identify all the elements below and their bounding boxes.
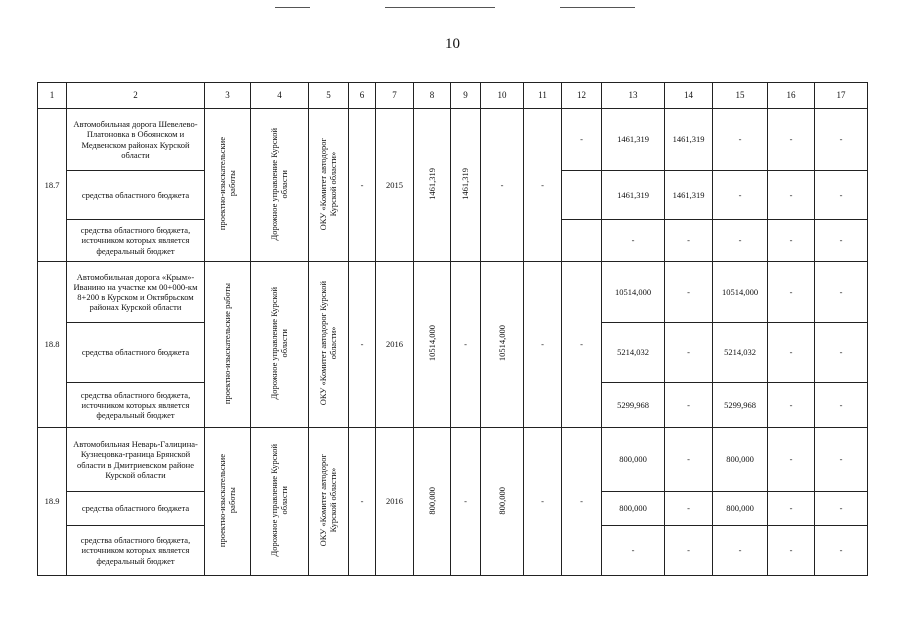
cell-col16: - (768, 428, 815, 492)
cell-col15: 5214,032 (713, 323, 768, 383)
funding-source: средства областного бюджета (67, 492, 205, 526)
cell-col9 (451, 109, 481, 262)
cell-col6: - (349, 428, 376, 576)
scan-line (385, 7, 495, 8)
cell-col12: - (562, 262, 602, 428)
cell-col14: - (665, 220, 713, 262)
cell-col15: 800,000 (713, 492, 768, 526)
executor-cell (251, 262, 309, 428)
cell-col17: - (815, 492, 868, 526)
year-cell: 2016 (376, 262, 414, 428)
object-name: Автомобильная дорога Шевелево-Платоновка в Обоянском и Медвенском районах Курской области (67, 109, 205, 171)
cell-col17: - (815, 383, 868, 428)
column-number: 1 (38, 83, 67, 109)
table-row (38, 109, 868, 171)
cell-col17: - (815, 220, 868, 262)
cell-col15: - (713, 171, 768, 220)
column-number: 12 (562, 83, 602, 109)
cell-col13: 1461,319 (602, 109, 665, 171)
column-number: 7 (376, 83, 414, 109)
column-number: 9 (451, 83, 481, 109)
work-type: проектно-изыскательские работы (222, 282, 233, 404)
cell-col13: 800,000 (602, 492, 665, 526)
column-number: 16 (768, 83, 815, 109)
cell-col14: - (665, 526, 713, 576)
cell-col16: - (768, 323, 815, 383)
year-cell: 2015 (376, 109, 414, 262)
cell-col15: - (713, 526, 768, 576)
amount-col8: 1461,319 (426, 167, 437, 200)
cell-col6: - (349, 262, 376, 428)
cell-col9: - (451, 262, 481, 428)
executor-cell (251, 109, 309, 262)
scan-line (560, 7, 635, 8)
column-number: 5 (309, 83, 349, 109)
cell-col9: - (451, 428, 481, 576)
table-row (38, 262, 868, 323)
cell-col12 (562, 220, 602, 262)
item-number: 18.8 (38, 262, 67, 428)
cell-col14: - (665, 383, 713, 428)
column-number-row (38, 83, 868, 109)
funding-source: средства областного бюджета (67, 171, 205, 220)
cell-col16: - (768, 171, 815, 220)
table-row (38, 428, 868, 492)
customer: ОКУ «Комитет автодорог Курской области» (318, 454, 339, 547)
funding-source: средства областного бюджета (67, 323, 205, 383)
cell-col17: - (815, 171, 868, 220)
cell-col11: - (524, 262, 562, 428)
cell-col14: - (665, 262, 713, 323)
cell-col13: - (602, 526, 665, 576)
column-number: 17 (815, 83, 868, 109)
cell-col13: - (602, 220, 665, 262)
item-number: 18.9 (38, 428, 67, 576)
funding-source: средства областного бюджета, источником которых является федеральный бюджет (67, 220, 205, 262)
cell-col8 (414, 428, 451, 576)
column-number: 13 (602, 83, 665, 109)
cell-col14: - (665, 428, 713, 492)
column-number: 10 (481, 83, 524, 109)
column-number: 3 (205, 83, 251, 109)
cell-col13: 800,000 (602, 428, 665, 492)
cell-col15: - (713, 109, 768, 171)
executor-cell (251, 428, 309, 576)
cell-col11: - (524, 109, 562, 262)
scan-line (275, 7, 310, 8)
cell-col15: - (713, 220, 768, 262)
column-number: 15 (713, 83, 768, 109)
customer: ОКУ «Комитет автодорог Курской области» (318, 281, 339, 406)
executor: Дорожное управление Курской области (269, 127, 290, 241)
cell-col10 (481, 262, 524, 428)
cell-col15: 10514,000 (713, 262, 768, 323)
cell-col16: - (768, 262, 815, 323)
amount-col10: 800,000 (496, 486, 507, 515)
cell-col11: - (524, 428, 562, 576)
amount-col9: 1461,319 (460, 167, 471, 200)
year-cell: 2016 (376, 428, 414, 576)
cell-col15: 5299,968 (713, 383, 768, 428)
cell-col10: - (481, 109, 524, 262)
cell-col17: - (815, 526, 868, 576)
cell-col12: - (562, 109, 602, 171)
cell-col17: - (815, 323, 868, 383)
funding-source: средства областного бюджета, источником которых является федеральный бюджет (67, 383, 205, 428)
cell-col8 (414, 109, 451, 262)
program-table (37, 82, 868, 576)
amount-col10: 10514,000 (496, 325, 507, 362)
column-number: 8 (414, 83, 451, 109)
amount-col8: 800,000 (426, 486, 437, 515)
column-number: 6 (349, 83, 376, 109)
cell-col16: - (768, 526, 815, 576)
funding-source: средства областного бюджета, источником которых является федеральный бюджет (67, 526, 205, 576)
column-number: 2 (67, 83, 205, 109)
object-name: Автомобильная дорога «Крым»-Иванино на участке км 00+000-км 8+200 в Курском и Октябрьском районах Курской области (67, 262, 205, 323)
work-type: проектно-изыскательские работы (217, 137, 238, 231)
amount-col8: 10514,000 (426, 325, 437, 362)
executor: Дорожное управление Курской области (269, 444, 290, 557)
cell-col16: - (768, 383, 815, 428)
cell-col12 (562, 171, 602, 220)
cell-col17: - (815, 109, 868, 171)
cell-col13: 10514,000 (602, 262, 665, 323)
column-number: 4 (251, 83, 309, 109)
cell-col12: - (562, 428, 602, 576)
cell-col14: 1461,319 (665, 109, 713, 171)
executor: Дорожное управление Курской области (269, 287, 290, 400)
cell-col13: 5214,032 (602, 323, 665, 383)
cell-col13: 5299,968 (602, 383, 665, 428)
cell-col16: - (768, 109, 815, 171)
object-name: Автомобильная Неварь-Галицина-Кузнецовка-граница Брянской области в Дмитриевском районе Курской области (67, 428, 205, 492)
cell-col8 (414, 262, 451, 428)
work-type-cell (205, 262, 251, 428)
cell-col14: - (665, 492, 713, 526)
cell-col13: 1461,319 (602, 171, 665, 220)
cell-col16: - (768, 492, 815, 526)
cell-col10 (481, 428, 524, 576)
cell-col15: 800,000 (713, 428, 768, 492)
cell-col6: - (349, 109, 376, 262)
column-number: 11 (524, 83, 562, 109)
cell-col14: 1461,319 (665, 171, 713, 220)
work-type: проектно-изыскательские работы (217, 453, 238, 547)
cell-col17: - (815, 262, 868, 323)
customer-cell (309, 109, 349, 262)
customer-cell (309, 428, 349, 576)
customer-cell (309, 262, 349, 428)
page-number: 10 (445, 36, 460, 52)
cell-col17: - (815, 428, 868, 492)
column-number: 14 (665, 83, 713, 109)
customer: ОКУ «Комитет автодорог Курской области» (318, 137, 339, 231)
work-type-cell (205, 428, 251, 576)
work-type-cell (205, 109, 251, 262)
cell-col14: - (665, 323, 713, 383)
item-number: 18.7 (38, 109, 67, 262)
cell-col16: - (768, 220, 815, 262)
